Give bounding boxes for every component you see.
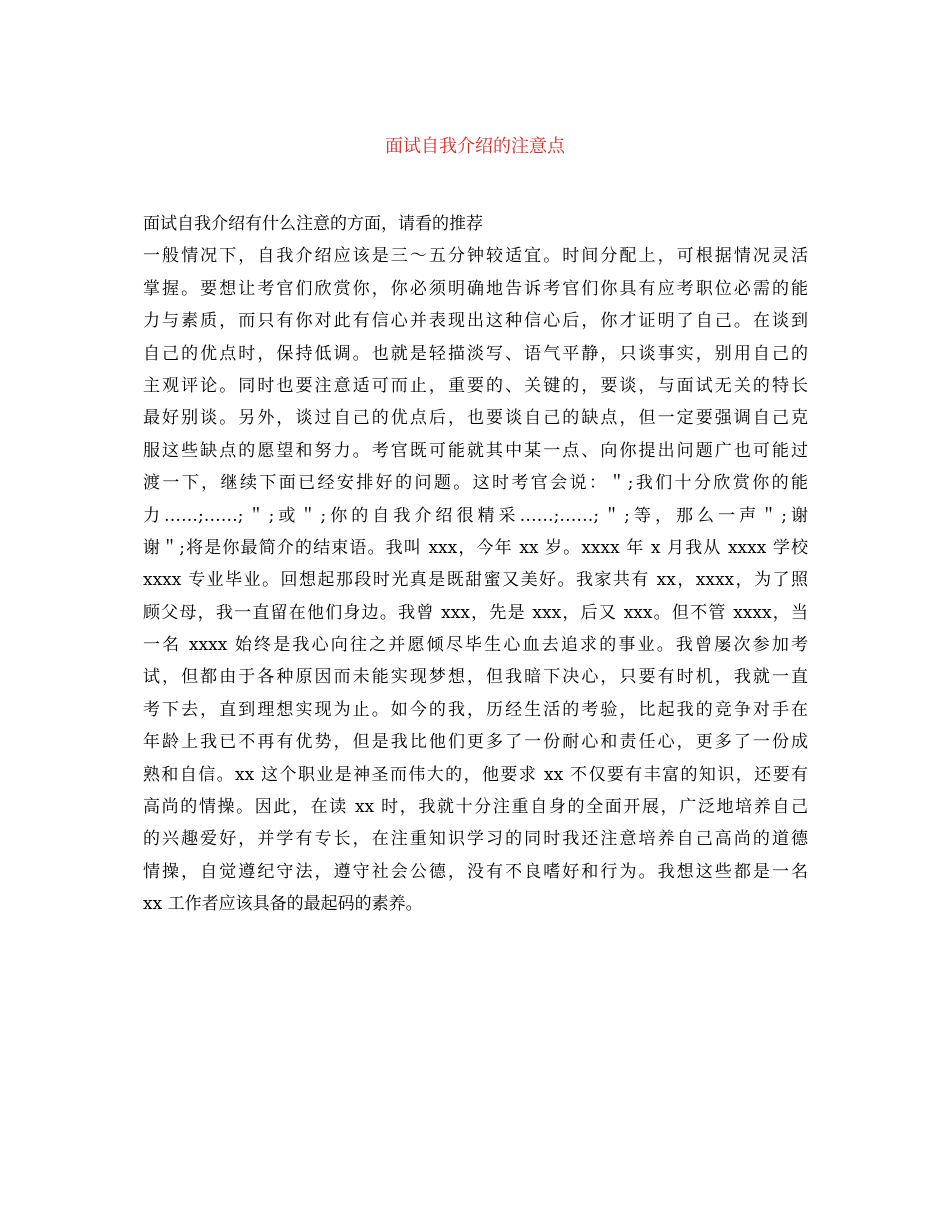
paragraph-line: xxxx 专业毕业。回想起那段时光真是既甜蜜又美好。我家共有 xx，xxxx，为了照 xyxy=(143,570,808,591)
paragraph-line: 最好别谈。另外，谈过自己的优点后，也要谈自己的缺点，但一定要强调自己克 xyxy=(143,408,808,429)
paragraph-line: 力……;……;＂;或＂;你的自我介绍很精采……;……;＂;等，那么一声＂;谢 xyxy=(143,505,808,526)
paragraph-line: 年龄上我已不再有优势，但是我比他们更多了一份耐心和责任心，更多了一份成 xyxy=(143,732,808,753)
paragraph-line: 面试自我介绍有什么注意的方面，请看的推荐 xyxy=(143,214,483,234)
paragraph-line: 自己的优点时，保持低调。也就是轻描淡写、语气平静，只谈事实，别用自己的 xyxy=(143,343,808,364)
paragraph-line: 顾父母，我一直留在他们身边。我曾 xxx，先是 xxx，后又 xxx。但不管 xxxx，当 xyxy=(143,602,808,623)
paragraph-line: 谢＂;将是你最简介的结束语。我叫 xxx，今年 xx 岁。xxxx 年 x 月我从 xxxx 学校 xyxy=(143,537,808,558)
paragraph-line: xx 工作者应该具备的最起码的素养。 xyxy=(143,894,423,915)
paragraph-line: 高尚的情操。因此，在读 xx 时，我就十分注重自身的全面开展，广泛地培养自己 xyxy=(143,797,808,818)
paragraph-line: 主观评论。同时也要注意适可而止，重要的、关键的，要谈，与面试无关的特长 xyxy=(143,375,808,396)
document-body xyxy=(143,208,808,921)
paragraph-line: 试，但都由于各种原因而未能实现梦想，但我暗下决心，只要有时机，我就一直 xyxy=(143,667,808,688)
paragraph-line: 服这些缺点的愿望和努力。考官既可能就其中某一点、向你提出问题广也可能过 xyxy=(143,440,808,461)
paragraph-line: 一般情况下，自我介绍应该是三～五分钟较适宜。时间分配上，可根据情况灵活 xyxy=(143,246,808,267)
paragraph-line: 的兴趣爱好，并学有专长，在注重知识学习的同时我还注意培养自己高尚的道德 xyxy=(143,829,808,850)
paragraph-line: 一名 xxxx 始终是我心向往之并愿倾尽毕生心血去追求的事业。我曾屡次参加考 xyxy=(143,635,808,656)
paragraph-line: 力与素质，而只有你对此有信心并表现出这种信心后，你才证明了自己。在谈到 xyxy=(143,311,808,332)
paragraph-line: 渡一下，继续下面已经安排好的问题。这时考官会说：＂;我们十分欣赏你的能 xyxy=(143,473,808,494)
paragraph-line: 熟和自信。xx 这个职业是神圣而伟大的，他要求 xx 不仅要有丰富的知识，还要有 xyxy=(143,764,808,785)
document-title: 面试自我介绍的注意点 xyxy=(385,136,565,157)
paragraph-line: 考下去，直到理想实现为止。如今的我，历经生活的考验，比起我的竞争对手在 xyxy=(143,699,808,720)
paragraph-line: 情操，自觉遵纪守法，遵守社会公德，没有不良嗜好和行为。我想这些都是一名 xyxy=(143,861,808,882)
paragraph-line: 掌握。要想让考官们欣赏你，你必须明确地告诉考官们你具有应考职位必需的能 xyxy=(143,278,808,299)
